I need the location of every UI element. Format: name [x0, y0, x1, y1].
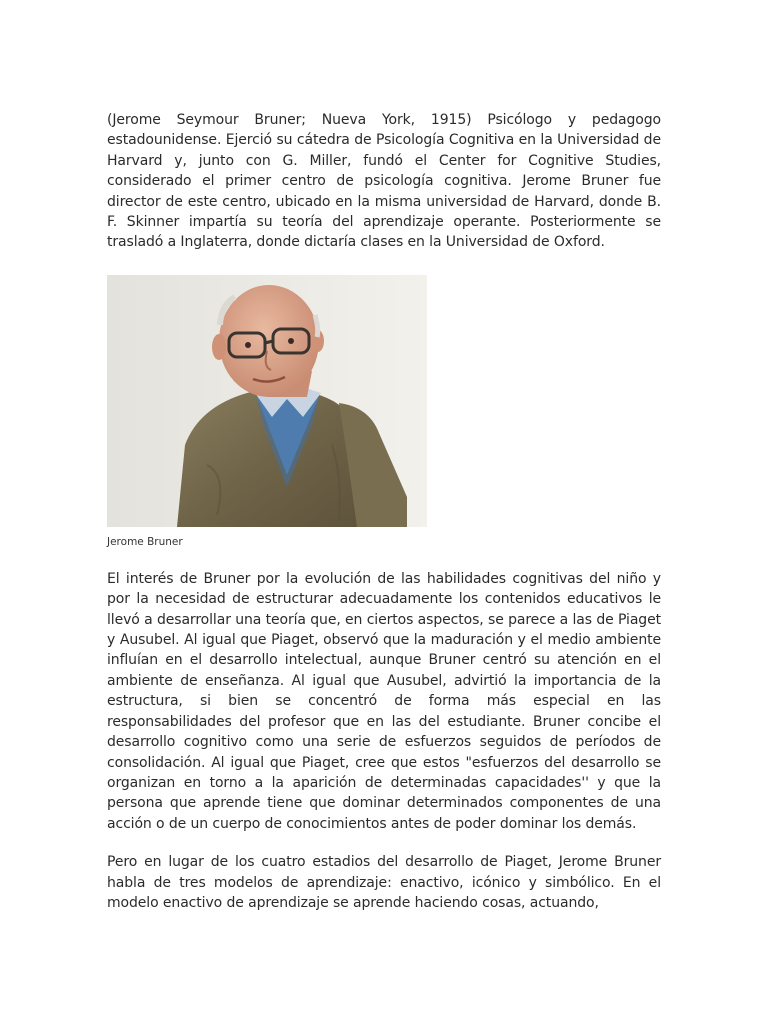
intro-paragraph: (Jerome Seymour Bruner; Nueva York, 1915) Psicólogo y pedagogo estadounidense. Ejerció su cátedra de Psicología Cognitiva en la Universidad de Harvard y, junto con G. Miller, fundó el Center for Cognitive Studies, considerado el primer centro de psicología cognitiva. Jerome Bruner fue director de este centro, ubicado en la misma universidad de Harvard, donde B. F. Skinner impartía su teoría del aprendizaje operante. Posteriormente se trasladó a Inglaterra, donde dictaría clases en la Universidad de Oxford. [107, 112, 661, 251]
photo-caption: Jerome Bruner [107, 535, 183, 548]
body-paragraph-2: El interés de Bruner por la evolución de las habilidades cognitivas del niño y por la necesidad de estructurar adecuadamente los contenidos educativos le llevó a desarrollar una teoría que, en ciertos aspectos, se parece a las de Piaget y Ausubel. Al igual que Piaget, observó que la maduración y el medio ambiente influían en el desarrollo intelectual, aunque Bruner centró su atención en el ambiente de enseñanza. Al igual que Ausubel, advirtió la importancia de la estructura, si bien se concentró de forma más especial en las responsabilidades del profesor que en las del estudiante. Bruner concibe el desarrollo cognitivo como una serie de esfuerzos seguidos de períodos de consolidación. Al igual que Piaget, cree que estos "esfuerzos del desarrollo se organizan en torno a la aparición de determinadas capacidades'' y que la persona que aprende tiene que dominar determinados componentes de una acción o de un cuerpo de conocimientos antes de poder dominar los demás. [107, 570, 661, 832]
document-page [107, 110, 661, 913]
body-paragraph-3: Pero en lugar de los cuatro estadios del desarrollo de Piaget, Jerome Bruner habla de tres modelos de aprendizaje: enactivo, icónico y simbólico. En el modelo enactivo de aprendizaje se aprende haciendo cosas, actuando, [107, 854, 661, 911]
portrait-photo [107, 275, 427, 527]
